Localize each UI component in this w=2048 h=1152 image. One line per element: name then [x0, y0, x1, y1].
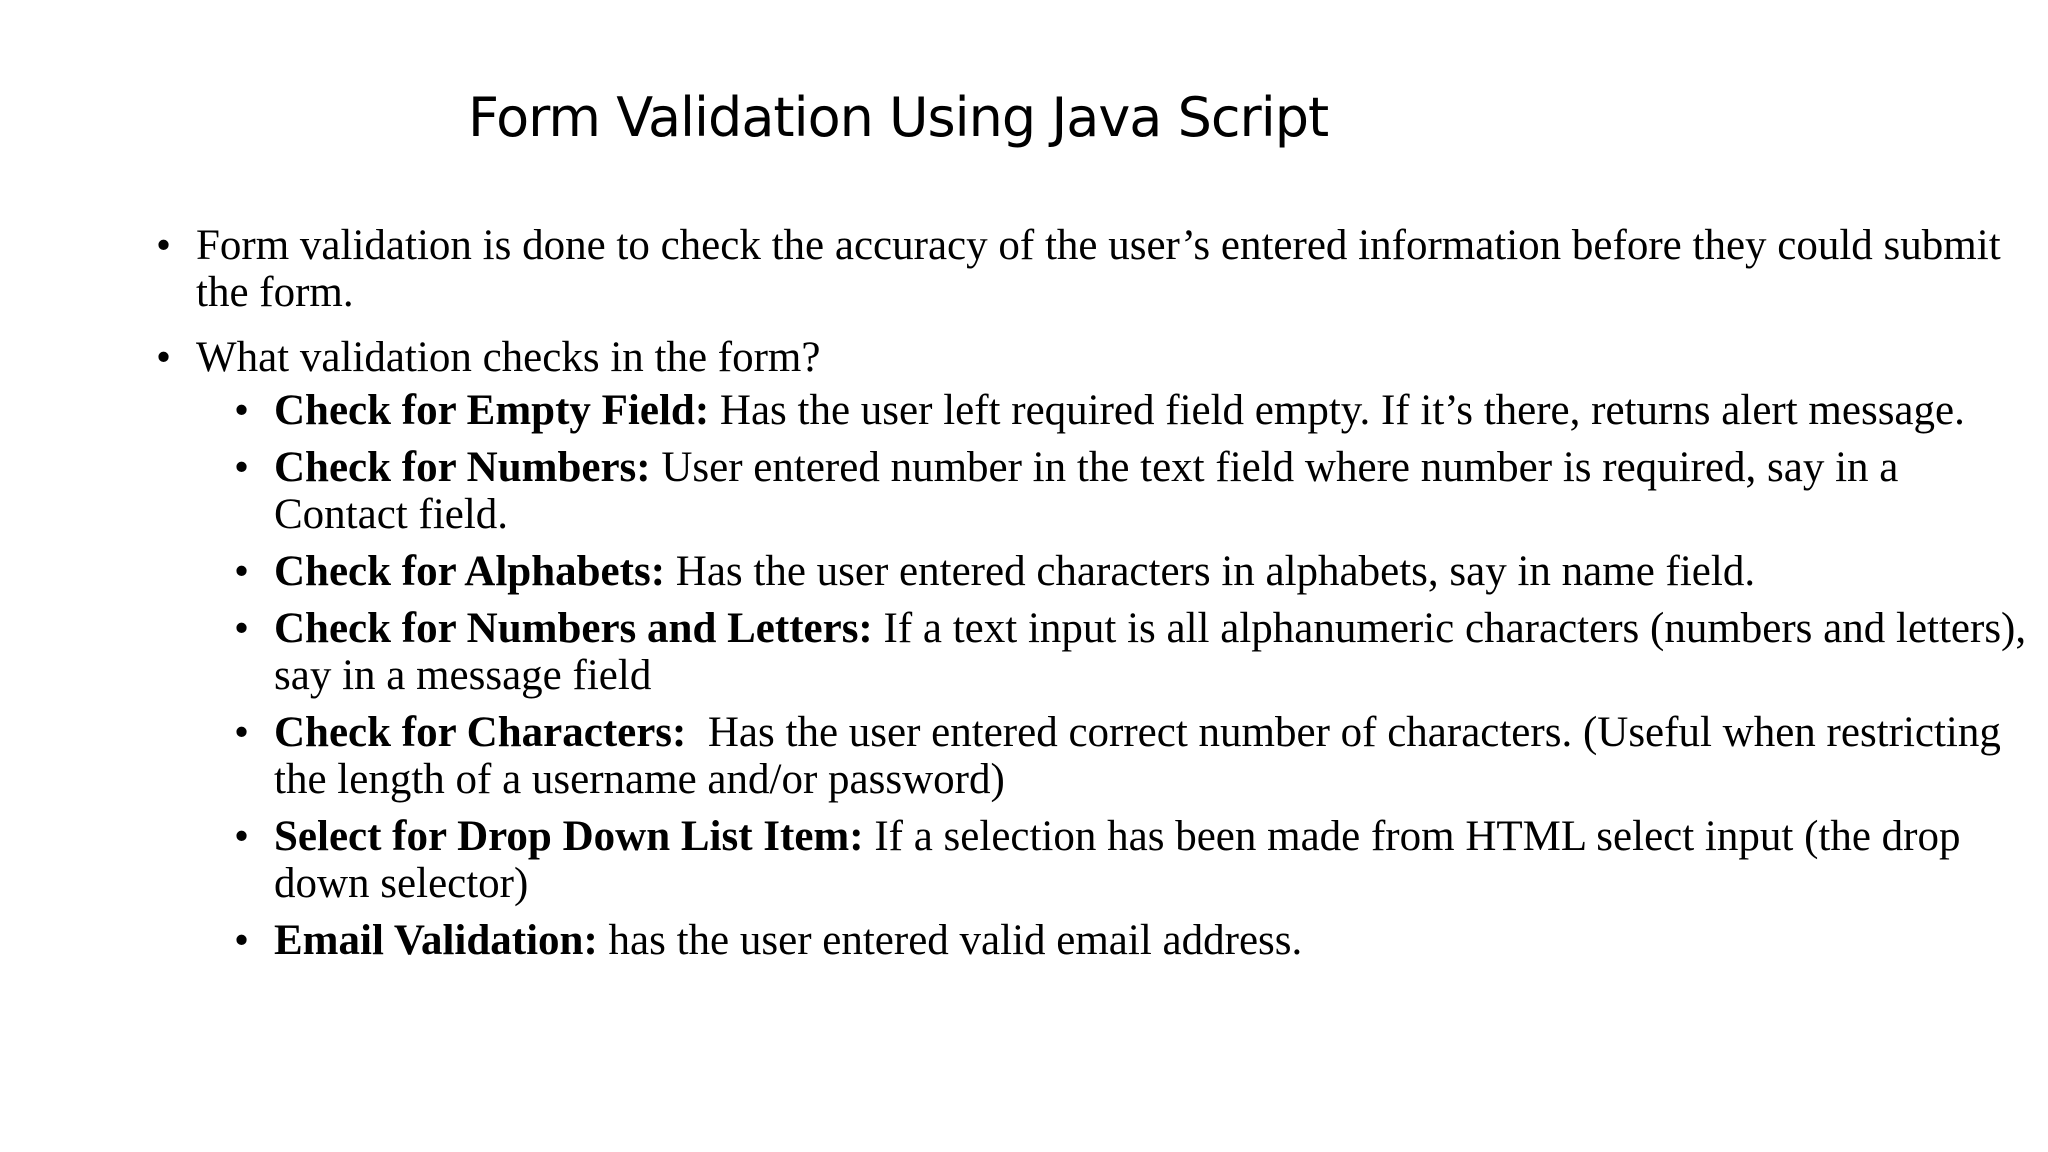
check-description: Has the user entered correct number of characters. (Useful when restricting the length of a username and/or password) [274, 709, 2012, 803]
bullet-icon: • [156, 222, 172, 269]
bullet-text: What validation checks in the form? [196, 334, 821, 381]
check-label: Select for Drop Down List Item: [274, 813, 864, 860]
sub-bullet-point [150, 605, 2034, 699]
bullet-point [150, 222, 2016, 316]
bullet-icon: • [234, 444, 250, 491]
check-description: User entered number in the text field where number is required, say in a Contact field. [274, 444, 1899, 538]
check-description: has the user entered valid email address. [597, 917, 1303, 964]
check-description: If a text input is all alphanumeric characters (numbers and letters), say in a message field [274, 605, 2027, 699]
bullet-icon: • [234, 605, 250, 652]
check-label: Check for Characters: [274, 709, 687, 756]
sub-bullet-point [150, 548, 2034, 595]
slide-content [150, 222, 2027, 974]
check-description: Has the user left required field empty. If it’s there, returns alert message. [709, 387, 1965, 434]
sub-bullet-point [150, 709, 2034, 803]
sub-bullet-point [150, 387, 2034, 434]
sub-bullet-point [150, 444, 2034, 538]
check-description: If a selection has been made from HTML select input (the drop down selector) [274, 813, 1961, 907]
check-description: Has the user entered characters in alphabets, say in name field. [665, 548, 1756, 595]
check-label: Check for Empty Field: [274, 387, 710, 434]
sub-bullet-point [150, 813, 2034, 907]
check-label: Email Validation: [274, 917, 598, 964]
bullet-icon: • [234, 709, 250, 756]
check-label: Check for Numbers and Letters: [274, 605, 873, 652]
bullet-icon: • [234, 813, 250, 860]
bullet-icon: • [234, 917, 250, 964]
check-label: Check for Alphabets: [274, 548, 666, 595]
sub-bullet-point [150, 917, 2034, 964]
bullet-icon: • [234, 387, 250, 434]
bullet-text: Form validation is done to check the accuracy of the user’s entered information before they could submit the form. [196, 222, 2001, 316]
bullet-icon: • [234, 548, 250, 595]
check-label: Check for Numbers: [274, 444, 651, 491]
slide-title: Form Validation Using Java Script [468, 86, 1329, 149]
bullet-icon: • [156, 334, 172, 381]
bullet-point [150, 334, 2016, 381]
